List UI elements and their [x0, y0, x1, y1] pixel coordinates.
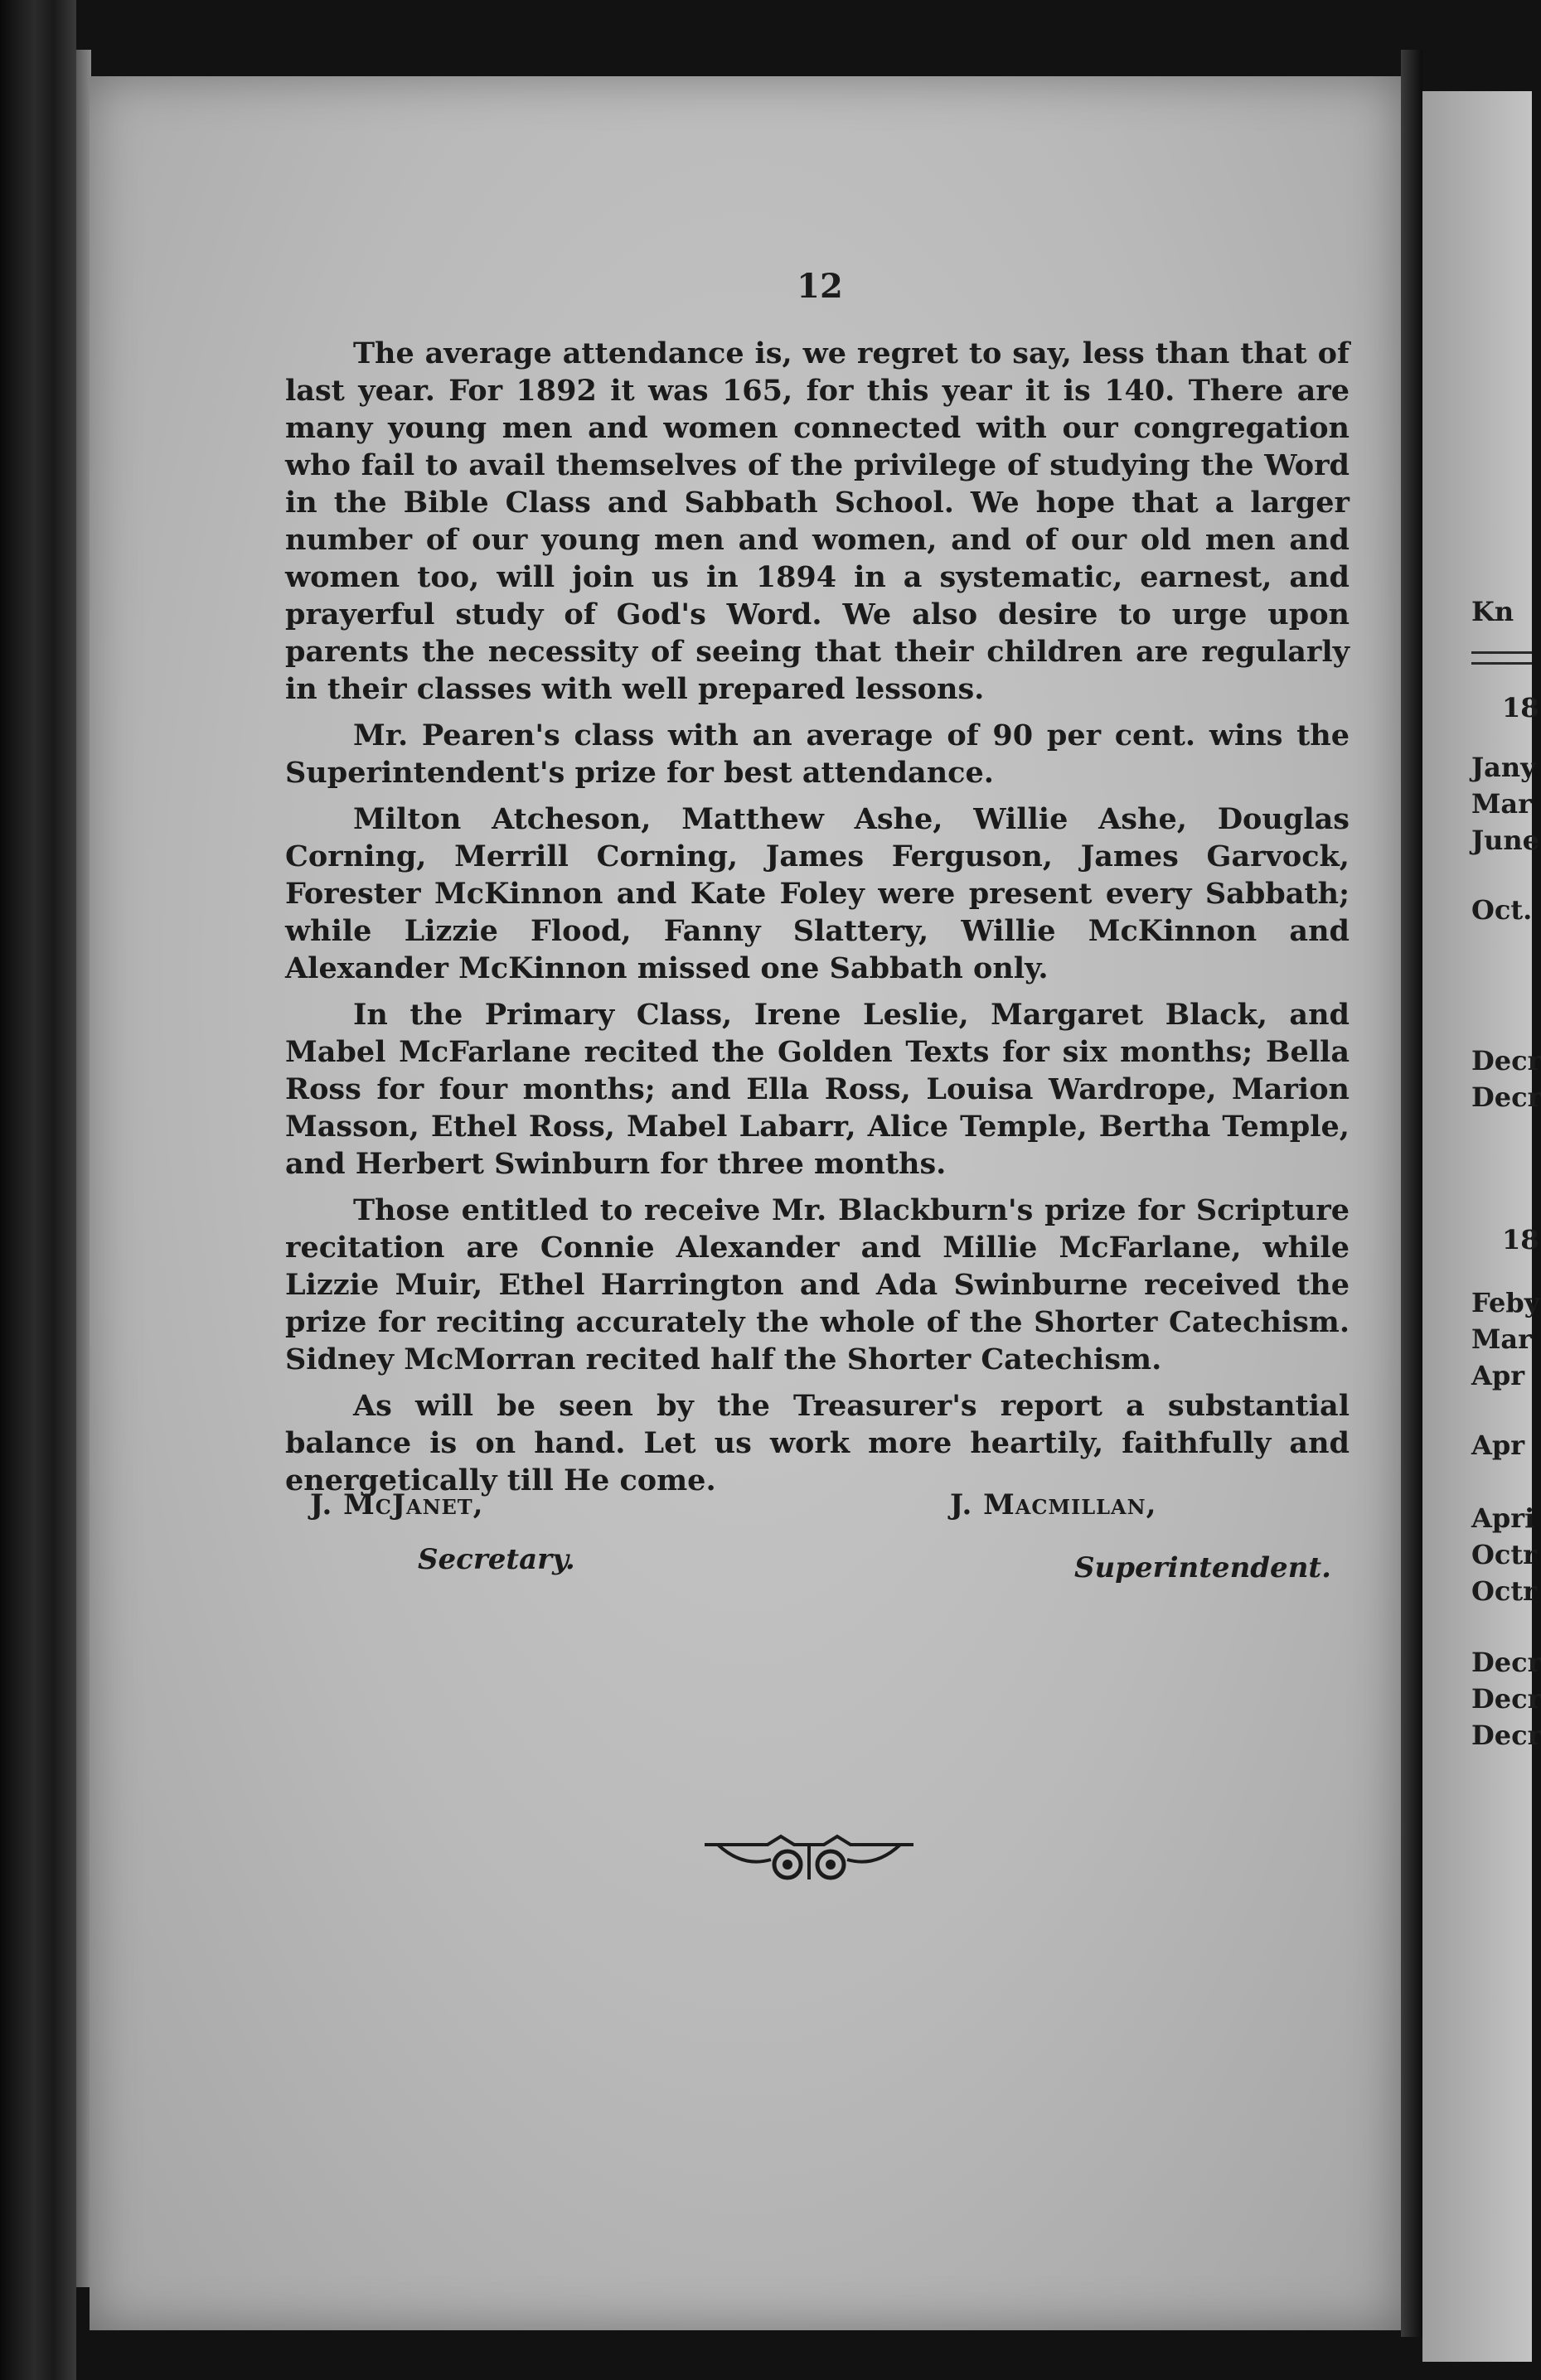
page-number: 12 [797, 267, 843, 306]
superintendent-name: J. Macmillan, [950, 1488, 1157, 1521]
facing-page-month: Mar [1471, 788, 1533, 820]
facing-page-month: Decr [1471, 1647, 1541, 1678]
facing-page-month: Apr [1471, 1360, 1525, 1391]
paragraph-primary-class: In the Primary Class, Irene Leslie, Margaret Black, and Mabel McFarlane recited the Golden Texts for six months; Bella Ross for four months; and Ella Ross, Louisa Wardrope, Marion Masson, Ethel Ross, Mabel Labarr, Alice Temple, Bertha Temple, and Herbert Swinburn for three months. [285, 998, 1350, 1181]
facing-page-rule [1471, 651, 1532, 665]
facing-page-month: Decr [1471, 1683, 1541, 1715]
paragraph-class-prize: Mr. Pearen's class with an average of 90 per cent. wins the Superintendent's prize for best attendance. [285, 718, 1350, 790]
facing-page-heading: Kn [1471, 596, 1514, 627]
superintendent-title: Superintendent. [1074, 1551, 1331, 1584]
facing-page-month: Octr [1471, 1539, 1537, 1570]
facing-page-month: June [1471, 825, 1540, 856]
page-gutter [1401, 50, 1422, 2337]
book-cover-left [0, 0, 76, 2380]
facing-page-month: Decr [1471, 1081, 1541, 1113]
facing-page-month: Mar [1471, 1323, 1533, 1355]
facing-page-month: Apr [1471, 1429, 1525, 1461]
facing-page-month: Jany [1471, 752, 1536, 783]
secretary-title: Secretary. [418, 1543, 575, 1576]
paragraph-perfect-attendance: Milton Atcheson, Matthew Ashe, Willie Ashe, Douglas Corning, Merrill Corning, James Ferguson, James Garvock, Forester McKinnon and Kate Foley were present every Sabbath; while Lizzie Flood, Fanny Slattery, Willie McKinnon and Alexander McKinnon missed one Sabbath only. [285, 802, 1350, 985]
paragraph-scripture-prize: Those entitled to receive Mr. Blackburn's prize for Scripture recitation are Connie Alexander and Millie McFarlane, while Lizzie Muir, Ethel Harrington and Ada Swinburne received the prize for reciting accurately the whole of the Shorter Catechism. Sidney McMorran recited half the Shorter Catechism. [285, 1193, 1350, 1376]
facing-page-month: Feby [1471, 1287, 1540, 1318]
facing-page-month: Oct. [1471, 894, 1533, 926]
facing-page-month: Decr [1471, 1720, 1541, 1751]
report-body [285, 335, 1350, 1508]
paragraph-attendance: The average attendance is, we regret to say, less than that of last year. For 1892 it was 165, for this year it is 140. There are many young men and women connected with our congregation who fail to avail themselves of the privilege of studying the Word in the Bible Class and Sabbath School. We hope that a larger number of our young men and women, and of our old men and women too, will join us in 1894 in a systematic, earnest, and prayerful study of God's Word. We also desire to urge upon parents the necessity of seeing that their children are regularly in their classes with well prepared lessons. [285, 336, 1350, 706]
facing-page-year: 18 [1502, 692, 1539, 723]
paragraph-closing: As will be seen by the Treasurer's report a substantial balance is on hand. Let us work more heartily, faithfully and energetically till He come. [285, 1389, 1350, 1497]
facing-page-month: Apri [1471, 1502, 1535, 1534]
facing-page-year: 18 [1502, 1224, 1539, 1255]
facing-page-month: Decr [1471, 1045, 1541, 1076]
secretary-name: J. McJanet, [310, 1488, 484, 1521]
ornament-divider-icon [701, 1826, 917, 1893]
facing-page-month: Octr [1471, 1575, 1537, 1607]
